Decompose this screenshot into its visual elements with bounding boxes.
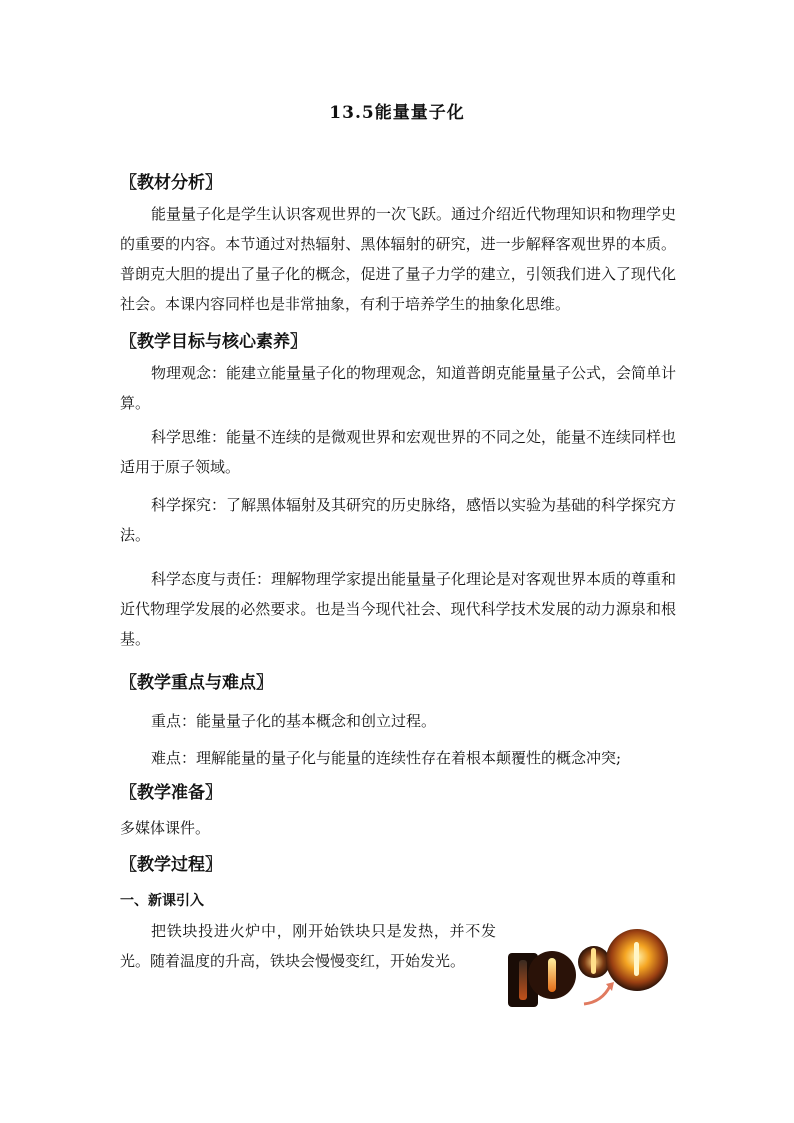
objective-item-concept: 物理观念：能建立能量量子化的物理观念，知道普朗克能量量子公式，会简单计算。 [120, 364, 677, 412]
objective-item-thinking: 科学思维：能量不连续的是微观世界和宏观世界的不同之处，能量不连续同样也适用于原子领域。 [120, 428, 677, 476]
section-heading-preparation: 〖教学准备〗 [120, 783, 222, 803]
section-heading-analysis: 〖教材分析〗 [120, 173, 222, 193]
arrow-icon [584, 986, 610, 1004]
section-heading-key-points: 〖教学重点与难点〗 [120, 673, 273, 693]
difficulty-text: 难点：理解能量的量子化与能量的连续性存在着根本颠覆性的概念冲突; [151, 749, 622, 767]
analysis-paragraph: 能量量子化是学生认识客观世界的一次飞跃。通过介绍近代物理知识和物理学史的重要的内容。本节通过对热辐射、黑体辐射的研究，进一步解释客观世界的本质。普朗克大胆的提出了量子化的概念，促进了量子力学的建立，引领我们进入了现代化社会。本课内容同样也是非常抽象，有利于培养学生的抽象化思维。 [120, 205, 677, 313]
section-heading-objectives: 〖教学目标与核心素养〗 [120, 332, 307, 352]
intro-paragraph: 把铁块投进火炉中，刚开始铁块只是发热，并不发光。随着温度的升高，铁块会慢慢变红，开始发光。 [120, 922, 496, 970]
objective-item-attitude: 科学态度与责任：理解物理学家提出能量量子化理论是对客观世界本质的尊重和近代物理学发展的必然要求。也是当今现代社会、现代科学技术发展的动力源泉和根基。 [120, 570, 677, 648]
preparation-text: 多媒体课件。 [120, 819, 211, 837]
subsection-heading-intro: 一、新课引入 [120, 893, 204, 909]
section-heading-process: 〖教学过程〗 [120, 855, 222, 875]
objective-item-inquiry: 科学探究：了解黑体辐射及其研究的历史脉络，感悟以实验为基础的科学探究方法。 [120, 496, 677, 544]
page-title: 13.5能量量子化 [329, 103, 465, 123]
key-point-text: 重点：能量量子化的基本概念和创立过程。 [151, 712, 437, 730]
glowing-iron-figure [506, 920, 668, 1010]
